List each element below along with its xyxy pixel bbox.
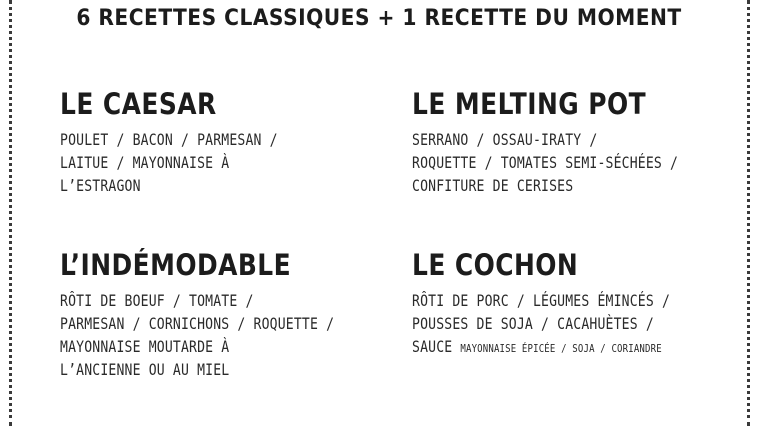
recipe-ingredient-line: RÔTI DE BOEUF / TOMATE / (60, 291, 254, 310)
recipe-ingredient-line: ROQUETTE / TOMATES SEMI-SÉCHÉES / (412, 153, 679, 172)
recipe-cochon (412, 247, 742, 360)
recipe-melting-pot (412, 86, 742, 197)
recipe-title: LE COCHON (412, 248, 579, 282)
recipe-title: LE CAESAR (60, 87, 217, 121)
recipe-ingredient-line: LAITUE / MAYONNAISE À (60, 153, 230, 172)
recipe-ingredient-line: RÔTI DE PORC / LÉGUMES ÉMINCÉS / (412, 291, 671, 310)
recipe-indemodable (60, 247, 390, 381)
recipe-ingredient-line: PARMESAN / CORNICHONS / ROQUETTE / (60, 314, 335, 333)
recipe-ingredient-line: CONFITURE DE CERISES (412, 176, 574, 195)
recipe-ingredient-line: POULET / BACON / PARMESAN / (60, 130, 278, 149)
recipe-title: LE MELTING POT (412, 87, 647, 121)
recipe-title: L’INDÉMODABLE (60, 248, 292, 282)
dotted-border-left (9, 0, 12, 426)
menu-headline: 6 RECETTES CLASSIQUES + 1 RECETTE DU MOMENT (76, 6, 682, 31)
recipe-ingredient-line: MAYONNAISE MOUTARDE À (60, 337, 230, 356)
recipe-sauce-line (412, 335, 683, 360)
dotted-border-right (747, 0, 750, 426)
recipe-ingredient-line: SERRANO / OSSAU-IRATY / (412, 130, 598, 149)
recipe-ingredient-line: L’ESTRAGON (60, 176, 141, 195)
sauce-label: SAUCE (412, 337, 453, 356)
recipe-ingredient-line: POUSSES DE SOJA / CACAHUÈTES / (412, 314, 654, 333)
sauce-details: MAYONNAISE ÉPICÉE / SOJA / CORIANDRE (460, 342, 662, 355)
recipe-ingredient-line: L’ANCIENNE OU AU MIEL (60, 360, 230, 379)
recipe-caesar (60, 86, 390, 197)
